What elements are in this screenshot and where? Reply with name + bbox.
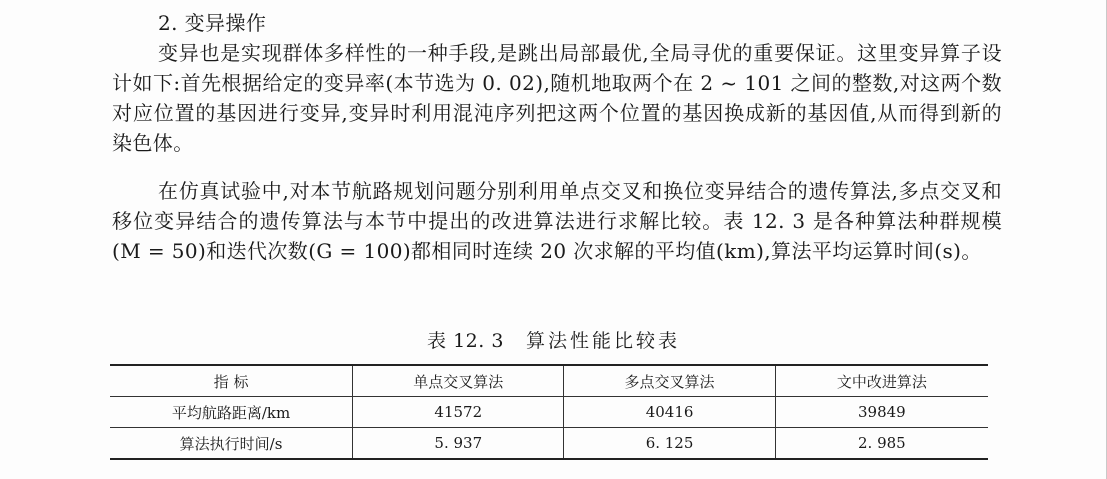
- header-improved-algorithm: 文中改进算法: [775, 365, 988, 397]
- table-cell: 39849: [775, 397, 988, 428]
- paragraph-mutation: 变异也是实现群体多样性的一种手段,是跳出局部最优,全局寻优的重要保证。这里变异算子设计如下:首先根据给定的变异率(本节选为 0. 02),随机地取两个在 2 ~ 101 之间的整数,对这两个数对应位置的基因进行变异,变异时利用混沌序列把这两个位置的基因换成新的基因值,从而得到新的染色体。: [112, 41, 1002, 155]
- row-label: 算法执行时间/s: [179, 434, 283, 453]
- table-cell: 6. 125: [564, 428, 775, 460]
- header-single-point-crossover: 单点交叉算法: [353, 365, 564, 397]
- table-cell: 5. 937: [353, 428, 564, 460]
- table-cell: 40416: [564, 397, 775, 428]
- header-multi-point-crossover: 多点交叉算法: [564, 365, 775, 397]
- table-row: [110, 428, 988, 460]
- paragraph-simulation: 在仿真试验中,对本节航路规划问题分别利用单点交叉和换位变异结合的遗传算法,多点交叉和移位变异结合的遗传算法与本节中提出的改进算法进行求解比较。表 12. 3 是各种算法种群规模(M = 50)和迭代次数(G = 100)都相同时连续 20 次求解的平均值(km),算法平均运算时间(s)。: [112, 179, 1002, 263]
- comparison-table: [110, 364, 988, 460]
- header-metric: 指 标: [213, 372, 249, 391]
- table-caption: [0, 326, 1107, 356]
- section-heading: 2. 变异操作: [158, 11, 267, 35]
- table-caption-text: 算法性能比较表: [525, 330, 680, 352]
- table-cell: 41572: [353, 397, 564, 428]
- row-label: 平均航路距离/km: [171, 403, 291, 422]
- table-number: 表 12. 3: [427, 330, 504, 352]
- table-cell: 2. 985: [775, 428, 988, 460]
- table-row: [110, 397, 988, 428]
- table-header-row: [110, 365, 988, 397]
